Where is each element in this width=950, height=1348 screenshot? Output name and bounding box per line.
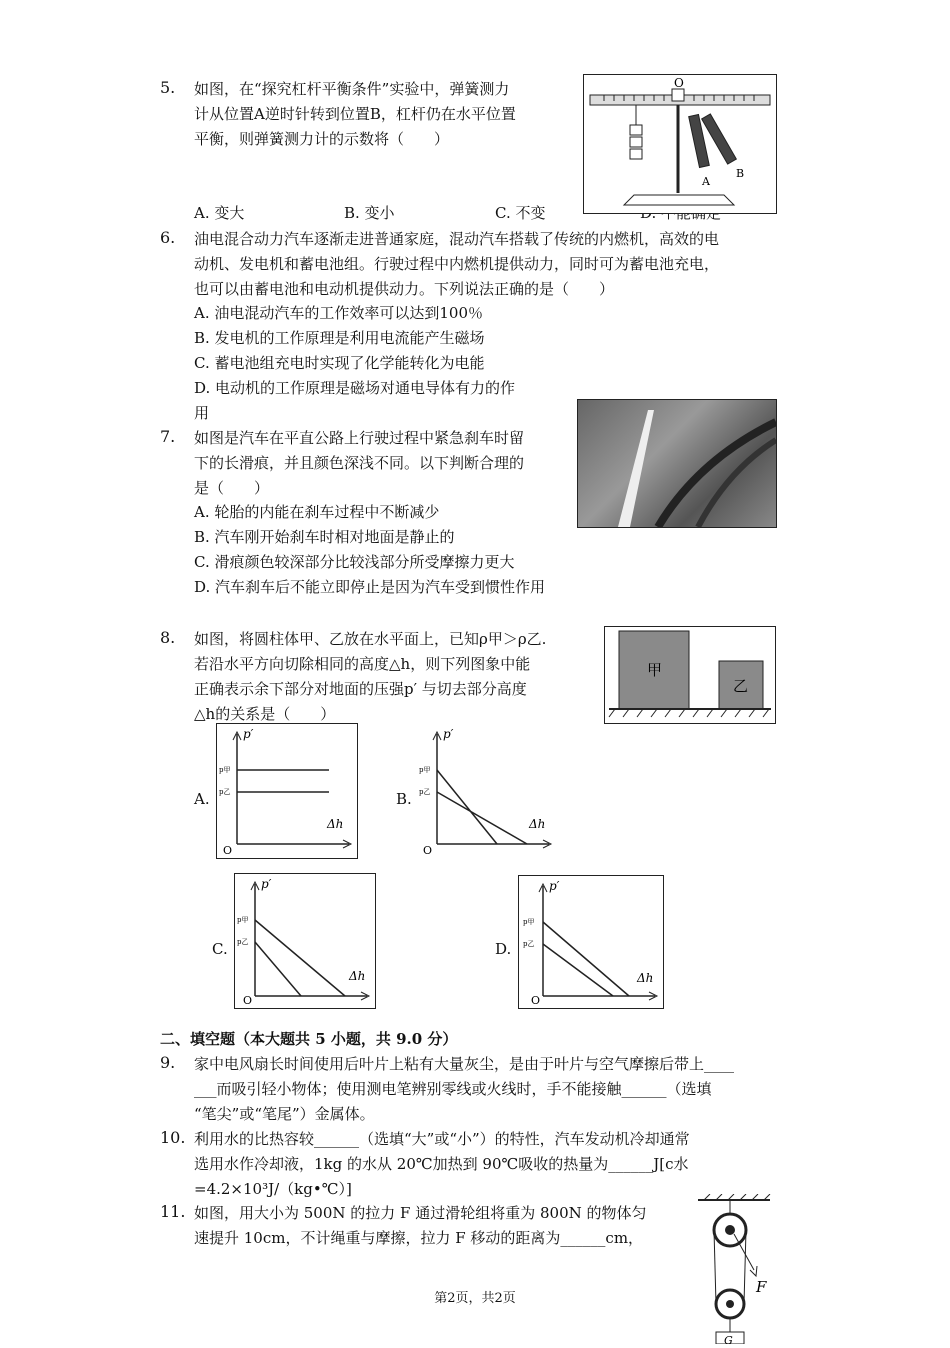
q6-line-2: 动机、发电机和蓄电池组。行驶过程中内燃机提供动力，同时可为蓄电池充电， xyxy=(194,255,720,273)
q7-option-b[interactable]: B. 汽车刚开始刹车时相对地面是静止的 xyxy=(194,528,455,546)
q8-line-4: △h的关系是（ ） xyxy=(194,705,336,723)
graph-b[interactable] xyxy=(416,723,558,859)
graph-b-p1: p甲 xyxy=(419,766,431,774)
q7-line-1: 如图是汽车在平直公路上行驶过程中紧急刹车时留 xyxy=(194,429,525,447)
lever-diagram xyxy=(584,75,776,213)
q7-option-a[interactable]: A. 轮胎的内能在刹车过程中不断减少 xyxy=(194,503,440,521)
graph-a-y-label: p′ xyxy=(243,727,254,741)
cylinders-diagram xyxy=(605,627,775,723)
graph-b-label[interactable]: B. xyxy=(396,790,412,808)
graph-d-p2: p乙 xyxy=(523,940,535,948)
q7-line-2: 下的长滑痕，并且颜色深浅不同。以下判断合理的 xyxy=(194,454,525,472)
cylinder-jia-label: 甲 xyxy=(647,661,663,679)
pulley-diagram xyxy=(694,1194,774,1344)
graph-b-x-label: Δh xyxy=(529,817,546,831)
q5-option-c[interactable]: C. 不变 xyxy=(495,204,546,222)
q6-option-d[interactable]: D. 电动机的工作原理是磁场对通电导体有力的作 xyxy=(194,379,516,397)
q10-line-3: =4.2×10³J/（kg•℃）] xyxy=(194,1180,352,1198)
graph-b-p2: p乙 xyxy=(419,788,431,796)
skid-marks-photo xyxy=(577,399,777,528)
q5-number: 5. xyxy=(160,78,176,97)
graph-a-p1: p甲 xyxy=(219,766,231,774)
skid-marks-drawing xyxy=(578,400,776,527)
q9-line-3: “笔尖”或“笔尾”）金属体。 xyxy=(194,1105,375,1123)
pulley-weight-label: G xyxy=(724,1334,733,1344)
q6-line-1: 油电混合动力汽车逐渐走进普通家庭，混动汽车搭载了传统的内燃机，高效的电 xyxy=(194,230,720,248)
graph-b-plot xyxy=(417,724,557,858)
pulley-force-label: F xyxy=(756,1278,767,1296)
page-footer: 第2页，共2页 xyxy=(434,1291,516,1306)
q10-number: 10. xyxy=(160,1128,186,1147)
graph-b-y-label: p′ xyxy=(443,727,454,741)
section-fill-blank-heading: 二、填空题（本大题共 5 小题，共 9.0 分） xyxy=(160,1030,458,1048)
graph-c-y-label: p′ xyxy=(261,877,272,891)
q7-option-c[interactable]: C. 滑痕颜色较深部分比较浅部分所受摩擦力更大 xyxy=(194,553,515,571)
q5-option-a[interactable]: A. 变大 xyxy=(194,204,245,222)
q8-line-2: 若沿水平方向切除相同的高度△h，则下列图象中能 xyxy=(194,655,531,673)
graph-c-p2: p乙 xyxy=(237,938,249,946)
q7-line-3: 是（ ） xyxy=(194,479,270,497)
q6-number: 6. xyxy=(160,228,176,247)
q9-line-2: ___而吸引轻小物体；使用测电笔辨别零线或火线时，手不能接触______（选填 xyxy=(194,1080,712,1098)
q10-line-1: 利用水的比热容较______（选填“大”或“小”）的特性，汽车发动机冷却通常 xyxy=(194,1130,690,1148)
q6-option-a[interactable]: A. 油电混动汽车的工作效率可以达到100％ xyxy=(194,304,484,322)
graph-c-p1: p甲 xyxy=(237,916,249,924)
graph-a-x-label: Δh xyxy=(327,817,344,831)
graph-d-origin: O xyxy=(531,994,541,1007)
lever-label-o: O xyxy=(674,76,684,90)
graph-a-p2: p乙 xyxy=(219,788,231,796)
graph-c[interactable] xyxy=(234,873,376,1009)
graph-a-origin: O xyxy=(223,844,233,857)
q8-line-3: 正确表示余下部分对地面的压强p′ 与切去部分高度 xyxy=(194,680,527,698)
q5-option-b[interactable]: B. 变小 xyxy=(344,204,395,222)
q7-option-d[interactable]: D. 汽车刹车后不能立即停止是因为汽车受到惯性作用 xyxy=(194,578,546,596)
graph-c-plot xyxy=(235,874,375,1008)
q6-option-d-cont: 用 xyxy=(194,404,210,422)
graph-d-x-label: Δh xyxy=(637,971,654,985)
lever-label-a: A xyxy=(702,175,710,188)
graph-d-label[interactable]: D. xyxy=(495,940,512,958)
q6-option-c[interactable]: C. 蓄电池组充电时实现了化学能转化为电能 xyxy=(194,354,485,372)
graph-a-label[interactable]: A. xyxy=(194,790,210,808)
graph-c-label[interactable]: C. xyxy=(212,940,228,958)
graph-a-plot xyxy=(217,724,357,858)
q6-line-3: 也可以由蓄电池和电动机提供动力。下列说法正确的是（ ） xyxy=(194,280,615,298)
pulley-figure xyxy=(694,1194,774,1344)
graph-d[interactable] xyxy=(518,875,664,1009)
q11-number: 11. xyxy=(160,1202,186,1221)
q5-line-1: 如图，在“探究杠杆平衡条件”实验中，弹簧测力 xyxy=(194,80,510,98)
graph-b-origin: O xyxy=(423,844,433,857)
graph-d-p1: p甲 xyxy=(523,918,535,926)
graph-c-origin: O xyxy=(243,994,253,1007)
q11-line-2: 速提升 10cm，不计绳重与摩擦，拉力 F 移动的距离为______cm， xyxy=(194,1229,644,1247)
q6-option-b[interactable]: B. 发电机的工作原理是利用电流能产生磁场 xyxy=(194,329,485,347)
q9-line-1: 家中电风扇长时间使用后叶片上粘有大量灰尘，是由于叶片与空气摩擦后带上____ xyxy=(194,1055,735,1073)
graph-d-plot xyxy=(519,876,663,1008)
cylinder-yi-label: 乙 xyxy=(733,677,749,695)
q8-line-1: 如图，将圆柱体甲、乙放在水平面上，已知ρ甲＞ρ乙. xyxy=(194,630,547,648)
q11-line-1: 如图，用大小为 500N 的拉力 F 通过滑轮组将重为 800N 的物体匀 xyxy=(194,1204,647,1222)
graph-d-y-label: p′ xyxy=(549,879,560,893)
cylinders-figure xyxy=(604,626,776,724)
q5-line-2: 计从位置A逆时针转到位置B，杠杆仍在水平位置 xyxy=(194,105,516,123)
q5-line-3: 平衡，则弹簧测力计的示数将（ ） xyxy=(194,130,450,148)
q9-number: 9. xyxy=(160,1053,176,1072)
lever-label-b: B xyxy=(736,167,745,180)
graph-a[interactable] xyxy=(216,723,358,859)
q8-number: 8. xyxy=(160,628,176,647)
q7-number: 7. xyxy=(160,427,176,446)
q10-line-2: 选用水作冷却液，1kg 的水从 20℃加热到 90℃吸收的热量为______J[c水 xyxy=(194,1155,689,1173)
graph-c-x-label: Δh xyxy=(349,969,366,983)
lever-figure xyxy=(583,74,777,214)
